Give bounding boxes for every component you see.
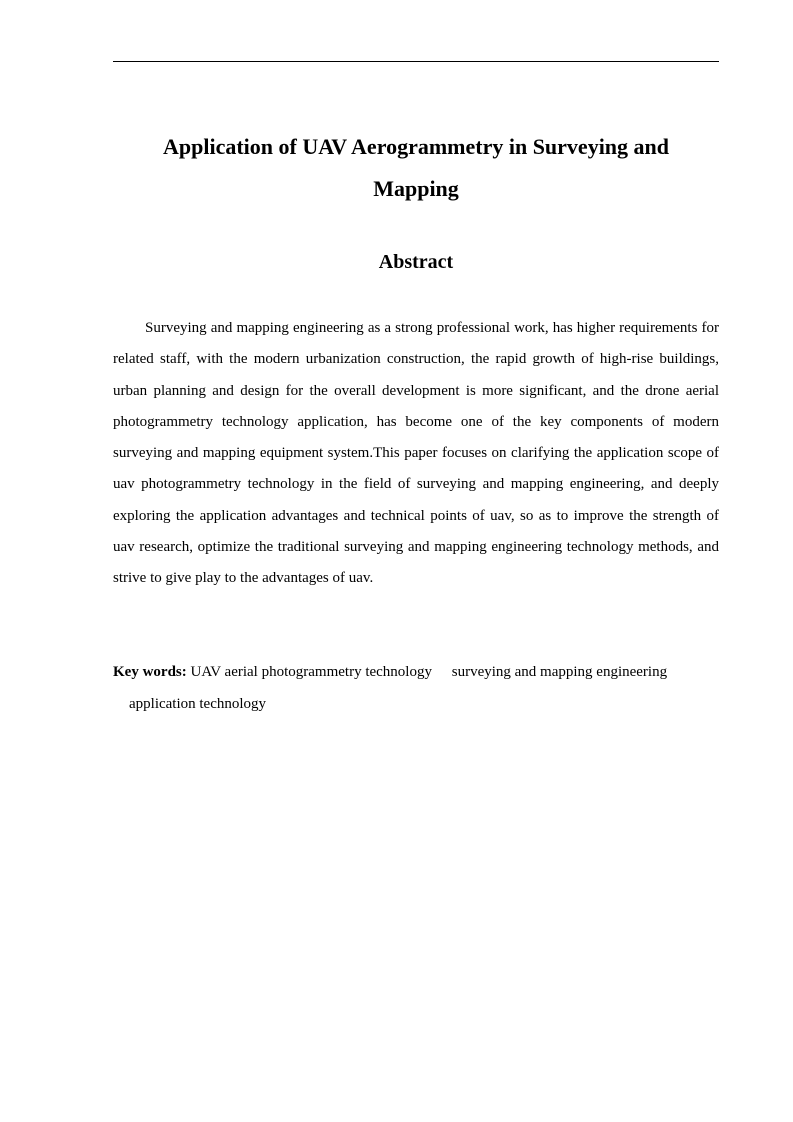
- header-rule: [113, 61, 719, 62]
- keyword-item: application technology: [129, 696, 267, 712]
- keyword-item: surveying and mapping engineering: [451, 664, 668, 680]
- abstract-body: Surveying and mapping engineering as a strong professional work, has higher requirements for related staff, with the modern urbanization construction, the rapid growth of high-rise buildings, urban planning and design for the overall development is more significant, and the drone aerial photogrammetry technology application, has become one of the key components of modern surveying and mapping equipment system.This paper focuses on clarifying the application scope of uav photogrammetry technology in the field of surveying and mapping engineering, and deeply exploring the application advantages and technical points of uav, so as to improve the strength of uav research, optimize the traditional surveying and mapping engineering technology methods, and strive to give play to the advantages of uav.: [113, 320, 719, 587]
- paper-title-line-1: Application of UAV Aerogrammetry in Surveying and: [162, 134, 670, 159]
- keyword-item: UAV aerial photogrammetry technology: [190, 664, 432, 680]
- paper-title: [113, 126, 719, 210]
- abstract-heading: Abstract: [378, 251, 454, 273]
- keywords-section: [113, 656, 719, 720]
- paper-title-line-2: Mapping: [373, 176, 459, 201]
- keywords-label: Key words:: [113, 664, 187, 680]
